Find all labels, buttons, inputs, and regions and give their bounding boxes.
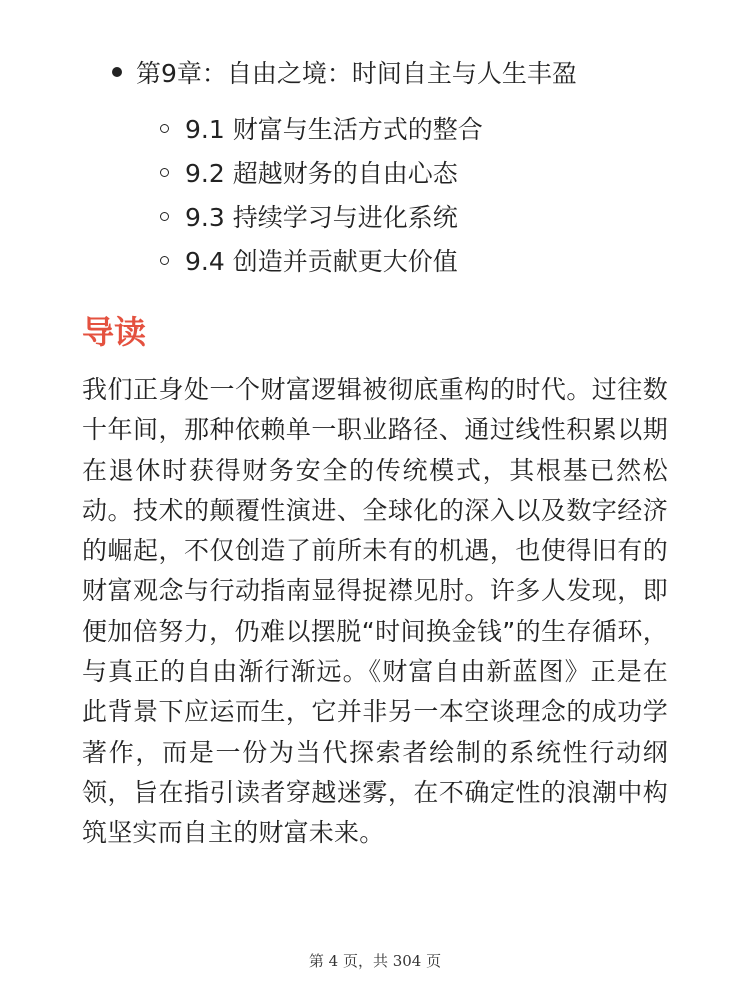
intro-paragraph: 我们正身处一个财富逻辑被彻底重构的时代。过往数十年间，那种依赖单一职业路径、通过线性积累以期在退休时获得财务安全的传统模式，其根基已然松动。技术的颠覆性演进、全球化的深入以及数字经济的崛起，不仅创造了前所未有的机遇，也使得旧有的财富观念与行动指南显得捉襟见肘。许多人发现，即便加倍努力，仍难以摆脱“时间换金钱”的生存循环，与真正的自由渐行渐远。《财富自由新蓝图》正是在此背景下应运而生，它并非另一本空谈理念的成功学著作，而是一份为当代探索者绘制的系统性行动纲领，旨在指引读者穿越迷雾，在不确定性的浪潮中构筑坚实而自主的财富未来。 <box>82 375 668 848</box>
toc-section-item[interactable] <box>160 106 483 150</box>
toc-section-label: 9.4 创造并贡献更大价值 <box>185 247 458 276</box>
toc-section-label: 9.3 持续学习与进化系统 <box>185 203 458 232</box>
toc-section-item[interactable] <box>160 194 483 238</box>
toc-chapter-label: 第9章：自由之境：时间自主与人生丰盈 <box>136 59 577 88</box>
bullet-circle-icon <box>160 168 169 177</box>
toc-section-item[interactable] <box>160 238 483 282</box>
bullet-circle-icon <box>160 124 169 133</box>
bullet-disc-icon <box>112 67 122 77</box>
toc-chapter-item[interactable] <box>112 52 577 92</box>
toc-section-list <box>160 106 483 282</box>
section-heading: 导读 <box>82 313 147 351</box>
bullet-circle-icon <box>160 256 169 265</box>
toc-section-item[interactable] <box>160 150 483 194</box>
toc-section-label: 9.2 超越财务的自由心态 <box>185 159 458 188</box>
bullet-circle-icon <box>160 212 169 221</box>
page-indicator: 第 4 页，共 304 页 <box>308 952 442 970</box>
toc-section-label: 9.1 财富与生活方式的整合 <box>185 115 483 144</box>
